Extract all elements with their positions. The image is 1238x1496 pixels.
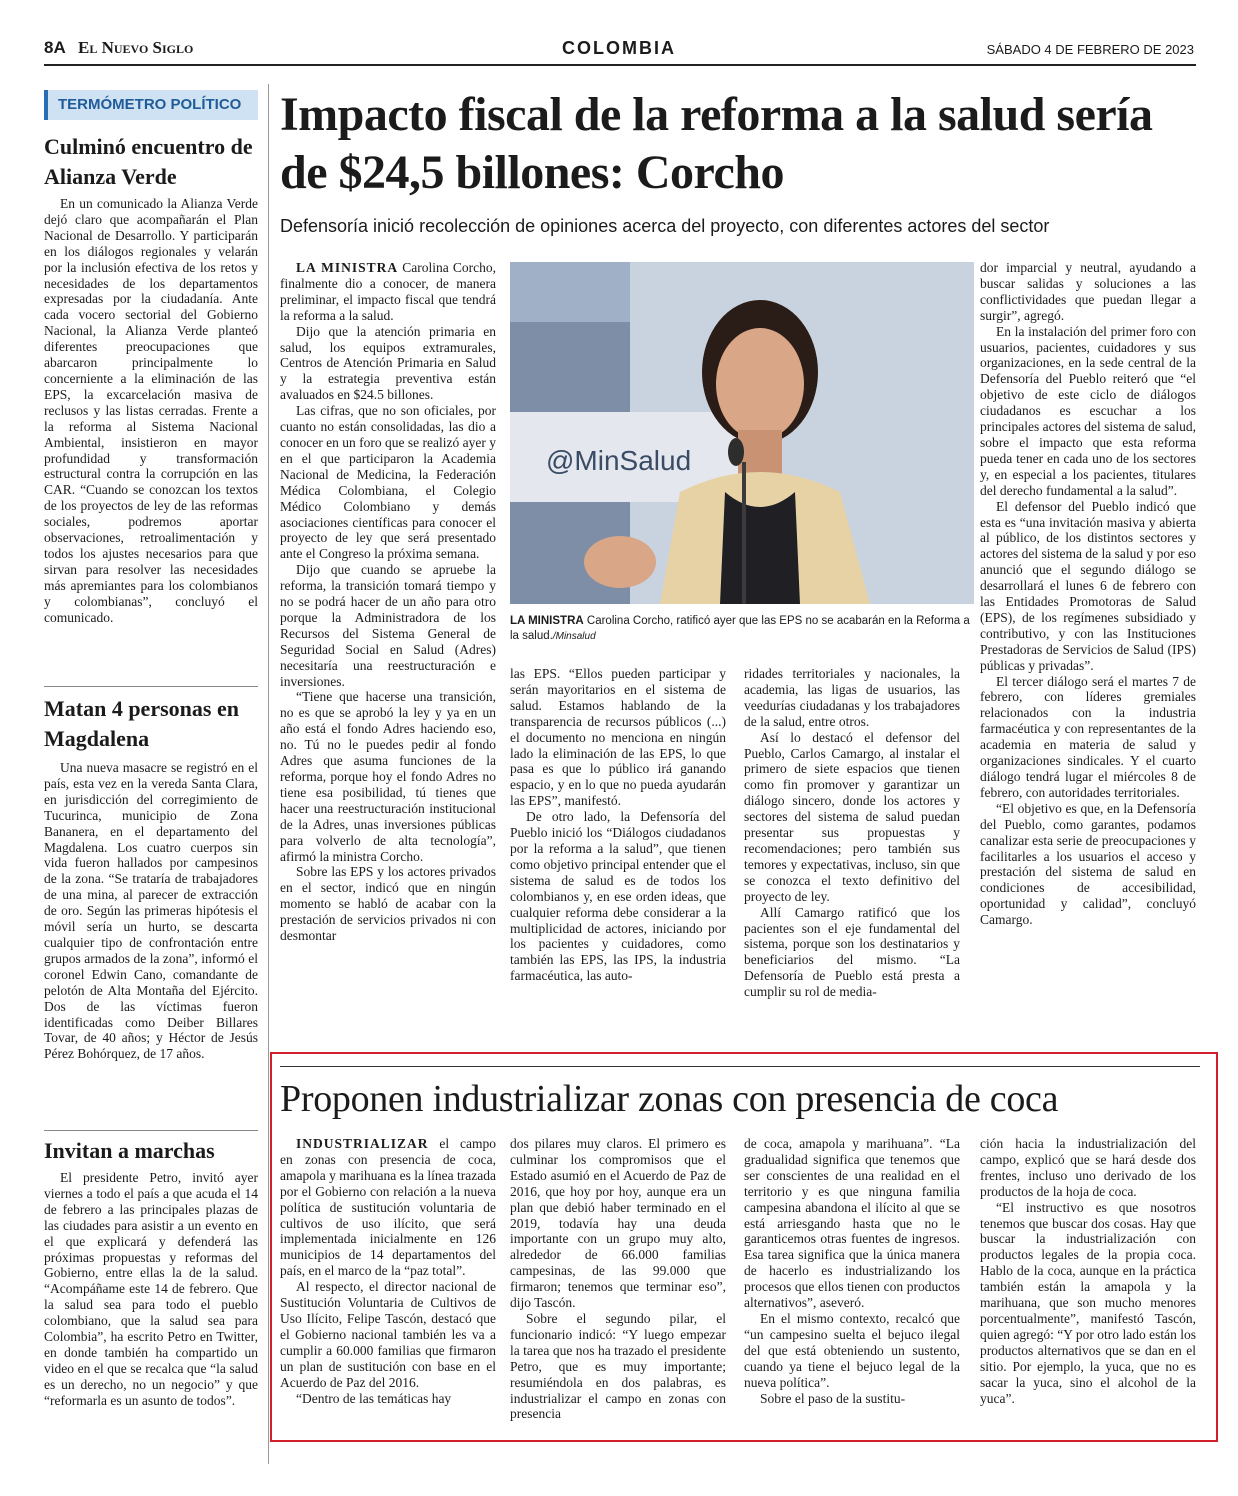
sidebar-story-1-headline: Culminó encuentro de Alianza Verde [44,134,253,189]
second-col3-p3: Sobre el paso de la sustitu- [760,1390,906,1406]
second-col4-p2: “El instructivo es que nosotros tenemos que buscar dos cosas. Hay que buscar la industrialización con productos legales de la propia coca. Hablo de la coca, aunque en la práctica también están la amapola y la marihuana, que son mucho menores porcentualmente”, manifestó Tascón, quien agregó: “Y por otro lado están los productos alternativos que se dan en el sitio. Por ejemplo, la yuca, que no es sacar la yuca, sino el alcohol de la yuca”. [980,1199,1196,1406]
main-col3-p2: Así lo destacó el defensor del Pueblo, Carlos Camargo, al instalar el primero de siete espacios que tienen como fin promover y garantizar un diálogo sincero, donde los actores y sectores del sistema de salud puedan presentar sus propuestas y recomendaciones; pero también sus temores y expectativas, incluso, sin que se conozca el texto definitivo del proyecto de ley. [744,729,960,904]
minister-photo-illustration [510,262,974,604]
second-headline: Proponen industrializar zonas con presencia de coca [280,1078,1059,1120]
second-column-3 [744,1136,960,1406]
sidebar-story-1-text: En un comunicado la Alianza Verde dejó claro que acompañarán el Plan Nacional de Desarrollo. Y participarán en los diálogos regionales y velarán por la inclusión efectiva de los retos y necesidades de los departamentos expresadas por la ciudadanía. Ante cada vocero sectorial del Gobierno Nacional, la Alianza Verde planteó diferentes preocupaciones que abarcaron principalmente lo concerniente a la eliminación de las EPS, la excarcelación masiva de reclusos y las listas cerradas. Frente a la reforma al Sistema Nacional Ambiental, insistieron en mayor profundidad y transformación estructural contra la corrupción en las CAR. “Cuando se conozcan los textos de los proyectos de ley de las reformas sociales, podremos aportar observaciones, retroalimentación y todos los ajustes necesarios para que sirvan para resolver las necesidades más apremiantes para los colombianos y colombianas”, concluyó el comunicado. [44,196,258,625]
second-column-4 [980,1136,1196,1406]
main-col1-p1-text: Carolina Corcho, finalmente dio a conocer, de manera preliminar, el impacto fiscal que tendrá la reforma a la salud. [280,260,496,323]
main-col4-p4: El tercer diálogo será el martes 7 de febrero, con líderes gremiales relacionados con la industria farmacéutica y con representantes de la academia en materia de salud y organizaciones sindicales. Y el cuarto diálogo tendrá lugar el miércoles 8 de febrero, con autoridades territoriales. [980,673,1196,800]
second-col1-p1-text: el campo en zonas con presencia de coca, amapola y marihuana es la línea trazada por el Gobierno con relación a la nueva política de sustitución voluntaria de cultivos de uso ilícito, que será implementada inicialmente en 126 municipios de 14 departamentos del país, en el marco de la “paz total”. [280,1136,497,1279]
second-story-rule [280,1066,1200,1067]
backdrop-handle: @MinSalud [546,445,692,476]
main-col1-p5: “Tiene que hacerse una transición, no es que se aprobó la ley y ya en un año está el fondo Adres haciendo eso, no. Tú no le puedes pedir al fondo Adres que asuma funciones de la reforma, porque hoy el fondo Adres no tiene esa posibilidad, tú tienes que hacer una reestructuración institucional de la Adres, unas inversiones públicas para volverlo de alta tecnología”, afirmó la ministra Corcho. [280,689,496,864]
main-column-2 [510,666,726,984]
main-col1-p2: Dijo que la atención primaria en salud, los equipos extramurales, Centros de Atención Primaria en Salud y la estrategia preventiva están avaluados en $24.5 billones. [280,323,496,403]
second-col4-p1: ción hacia la industrialización del campo, explicó que se hará desde dos frentes, incluso uno derivado de los productos de la hoja de coca. [980,1136,1196,1199]
second-col3-p1: de coca, amapola y marihuana”. “La gradualidad significa que tenemos que ser conscientes de una realidad en el territorio y es que ninguna familia campesina abandona el ilícito al que se está arriesgando hasta que no le garanticemos otras fuentes de ingresos. Esa tarea significa que la única manera de hacerlo es industrializando los procesos que ellos tienen con productos alternativos”, aseveró. [744,1136,960,1311]
main-col1-p3: Las cifras, que no son oficiales, por cuanto no están consolidadas, las dio a conocer en un foro que se realizó ayer y en el que participaron la Academia Nacional de Medicina, la Federación Médica Colombiana, el Colegio Médico Colombiano y demás asociaciones científicas para conocer el proyecto de ley que será presentado ante el Congreso la próxima semana. [280,403,496,562]
main-column-1 [280,260,496,944]
newspaper-brand: El Nuevo Siglo [77,38,194,57]
main-col4-p2: En la instalación del primer foro con usuarios, pacientes, cuidadores y sus organizaciones, en la sede central de la Defensoría del Pueblo reiteró que “el objetivo de este ciclo de diálogos ciudadanos es escuchar a los principales actores del sistema de salud, sobre el impacto que esta reforma pueda tener en cada uno de los sectores y, en especial a los pacientes, titulares del derecho fundamental a la salud”. [980,323,1196,498]
main-column-4 [980,260,1196,928]
caption-text: Carolina Corcho, ratificó ayer que las EPS no se acabarán en la Reforma a la salud. [510,615,970,642]
main-subhead: Defensoría inició recolección de opiniones acerca del proyecto, con diferentes actores del sector [280,216,1050,236]
second-col2-p1: dos pilares muy claros. El primero es culminar los compromisos que el Estado asumió en el Acuerdo de Paz de 2016, que hoy por hoy, aunque era un plan que debió haber terminado en el 2019, todavía hay una deuda importante con un grupo muy alto, alrededor de 66.000 familias campesinas, de las 99.000 que firmaron; tenemos que terminar eso”, dijo Tascón. [510,1136,726,1311]
main-col4-p5: “El objetivo es que, en la Defensoría del Pueblo, como garantes, podamos canalizar esta serie de preocupaciones y facilitarles a los usuarios el acceso y prestación del sistema de salud en condiciones de accesibilidad, oportunidad y calidad”, concluyó Camargo. [980,800,1196,928]
sidebar-separator [44,1130,258,1131]
second-column-1 [280,1136,496,1406]
issue-date: SÁBADO 4 DE FEBRERO DE 2023 [986,42,1194,57]
main-col2-p1: las EPS. “Ellos pueden participar y serán mayoritarios en el sistema de salud. Estamos hablando de la transparencia de recursos públicos (...) el documento no menciona en ningún lado la eliminación de las EPS, lo que pasa es que lo público irá ganando espacio, y en lo que no pueda ayudarán las EPS”, manifestó. [510,666,726,809]
main-col4-p3: El defensor del Pueblo indicó que esta es “una invitación masiva y abierta al público, de los distintos sectores y actores del sistema de la salud y por eso anunció que el segundo diálogo se desarrollará el lunes 6 de febrero con las Entidades Promotoras de Salud (EPS), de los regímenes subsidiado y contributivo, y con las Instituciones Prestadoras de Servicios de Salud (IPS) públicas y privadas”. [980,498,1196,673]
sidebar-story-3-text: El presidente Petro, invitó ayer viernes a todo el país a que acuda el 14 de febrero a las principales plazas de las ciudades para asistir a un evento en el que explicará y defenderá las próximas propuestas y reformas del Gobierno, entre ellas la de la salud. “Acompáñame este 14 de febrero. Que la salud sea para todo el pueblo colombiano, que la salud sea para Colombia”, ha escrito Petro en Twitter, en donde también ha compartido un video en el que se recalca que “la salud es un derecho, no un negocio” y que “reformarla es un asunto de todos”. [44,1170,258,1408]
page-number: 8A [44,38,66,57]
sidebar-story-2-headline: Matan 4 personas en Magdalena [44,696,239,751]
main-col2-p2: De otro lado, la Defensoría del Pueblo inició los “Diálogos ciudadanos por la reforma a la salud”, que tienen como objetivo principal entender que el sistema de salud es de todos los colombianos y, en ese orden ideas, que cualquier reforma debe considerar a la multiplicidad de actores, iniciando por los pacientes y cuidadores, como también las EPS, las IPS, la industria farmacéutica, las auto- [510,809,726,984]
sidebar-story-3-body [44,1170,258,1409]
section-title: COLOMBIA [562,38,676,58]
main-column-3 [744,666,960,1000]
main-col4-p1: dor imparcial y neutral, ayudando a buscar salidas y soluciones a las conflictividades que puedan llegar a surgir”, agregó. [980,260,1196,323]
sidebar-story-2-text: Una nueva masacre se registró en el país, esta vez en la vereda Santa Clara, en jurisdicción del corregimiento de Tucurinca, municipio de Zona Bananera, en el departamento del Magdalena. Los cuatro cuerpos sin vida fueron hallados por campesinos de la zona. “Se trataría de trabajadores de una mina, al parecer de extracción de oro. Según las primeras hipótesis el móvil sería un hurto, se descarta cualquier tipo de confrontación entre grupos armados de la zona”, informó el coronel Edwin Cano, comandante de pelotón de Alta Montaña del Ejército. Dos de las víctimas fueron identificadas como Deiber Billares Tovar, de 40 años; y Héctor de Jesús Pérez Bohórquez, de 17 años. [44,760,258,1062]
sidebar-story-1-body [44,196,258,625]
second-column-2 [510,1136,726,1422]
main-col1-p1 [280,260,496,324]
header-rule [44,64,1196,66]
sidebar-story-2-body [44,760,258,1062]
sidebar-separator [44,686,258,687]
main-col1-p6: Sobre las EPS y los actores privados en el sector, indicó que en ningún momento se habló de acabar con la prestación de servicios privados ni con desmontar [280,864,496,944]
minister-photo [510,262,974,604]
second-lead-word: INDUSTRIALIZAR [296,1136,429,1151]
main-col1-p4: Dijo que cuando se apruebe la reforma, la transición tomará tiempo y no se podrá hacer de un año para otro porque la Administradora de los Recursos del Sistema General de Seguridad Social en Salud (Adres) necesitaría una reestructuración e inversiones. [280,562,496,689]
main-lead-word: LA MINISTRA [296,260,399,275]
column-divider [268,84,269,1464]
second-col1-p1 [280,1136,496,1279]
second-col1-p2: Al respecto, el director nacional de Sustitución Voluntaria de Cultivos de Uso Ilícito, Felipe Tascón, destacó que el Gobierno nacional también les va a cumplir a 60.000 familias que firmaron un plan de sustitución con base en el Acuerdo de Paz del 2016. [280,1279,496,1390]
main-col3-p1: ridades territoriales y nacionales, la academia, las ligas de usuarios, las veedurías ciudadanas y los trabajadores de la salud, entre otros. [744,666,960,729]
second-col2-p2: Sobre el segundo pilar, el funcionario indicó: “Y luego empezar la tarea que nos ha trazado el presidente Petro, que es muy importante; resumiéndola en dos palabras, es industrializar el campo en zonas con presencia [510,1310,726,1422]
sidebar-kicker: TERMÓMETRO POLÍTICO [44,90,258,120]
sidebar-story-3-headline: Invitan a marchas [44,1138,215,1163]
photo-credit: /Minsalud [552,631,596,642]
main-headline: Impacto fiscal de la reforma a la salud sería de $24,5 billones: Corcho [280,88,1153,199]
second-col3-p2: En el mismo contexto, recalcó que “un campesino suelta el bejuco ilegal del que está obteniendo un sustento, cuando ya tiene el bejuco legal de la nueva política”. [744,1310,960,1390]
second-col1-p3: “Dentro de las temáticas hay [296,1390,452,1406]
photo-caption [510,614,974,644]
caption-lead: LA MINISTRA [510,615,584,627]
main-col3-p3: Allí Camargo ratificó que los pacientes son el eje fundamental del sistema, porque son los destinatarios y beneficiarios del mismo. “La Defensoría de Pueblo está presta a cumplir su rol de media- [744,904,960,1000]
